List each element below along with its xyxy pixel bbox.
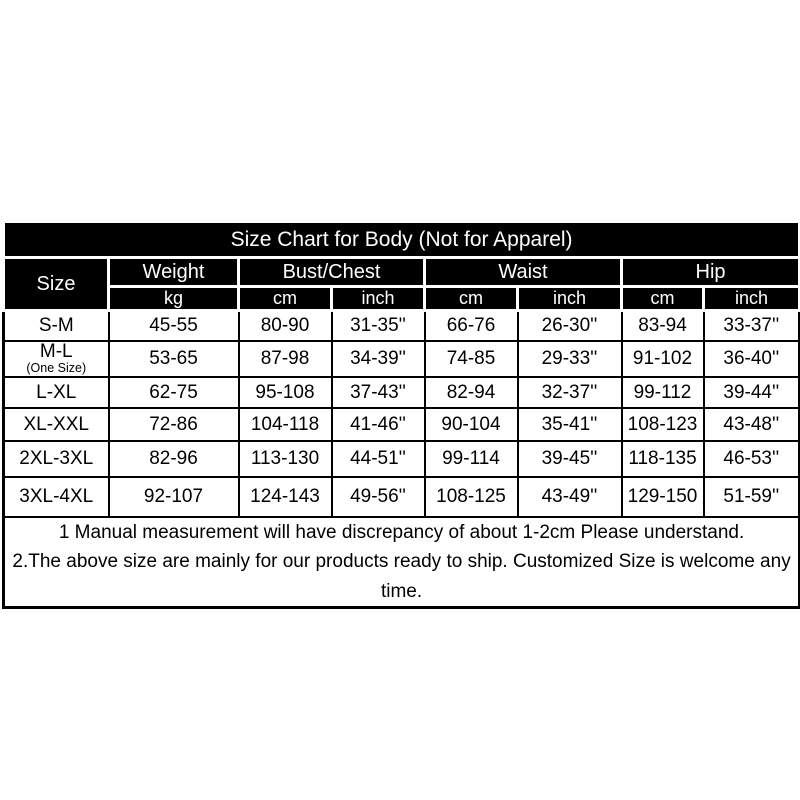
- cell-bust-cm: 87-98: [239, 341, 332, 377]
- cell-size: L-XL: [4, 377, 109, 408]
- cell-hip-inch: 33-37'': [704, 311, 800, 342]
- size-label: M-L: [39, 341, 73, 363]
- cell-hip-inch: 51-59'': [704, 477, 800, 517]
- cell-waist-cm: 108-125: [425, 477, 518, 517]
- unit-header-waist-inch: inch: [518, 287, 622, 311]
- cell-hip-inch: 39-44'': [704, 377, 800, 408]
- cell-bust-cm: 80-90: [239, 311, 332, 342]
- cell-size: [4, 341, 109, 377]
- cell-hip-inch: 43-48'': [704, 408, 800, 441]
- table-row: [4, 341, 800, 377]
- cell-hip-inch: 46-53'': [704, 441, 800, 477]
- cell-hip-inch: 36-40'': [704, 341, 800, 377]
- cell-bust-inch: 44-51'': [332, 441, 425, 477]
- note-customized-size: 2.The above size are mainly for our products ready to ship. Customized Size is welcome any time.: [12, 551, 791, 602]
- cell-hip-cm: 118-135: [622, 441, 704, 477]
- table-row: [4, 408, 800, 441]
- cell-bust-inch: 41-46'': [332, 408, 425, 441]
- cell-bust-cm: 113-130: [239, 441, 332, 477]
- cell-waist-cm: 74-85: [425, 341, 518, 377]
- cell-waist-inch: 39-45'': [518, 441, 622, 477]
- cell-bust-inch: 49-56'': [332, 477, 425, 517]
- cell-hip-cm: 129-150: [622, 477, 704, 517]
- notes-row: [4, 517, 800, 608]
- cell-hip-cm: 99-112: [622, 377, 704, 408]
- unit-header-hip-inch: inch: [704, 287, 800, 311]
- col-header-weight: Weight: [109, 258, 239, 287]
- title-row: [4, 222, 800, 258]
- cell-weight-kg: 62-75: [109, 377, 239, 408]
- cell-bust-inch: 34-39'': [332, 341, 425, 377]
- cell-weight-kg: 92-107: [109, 477, 239, 517]
- unit-header-hip-cm: cm: [622, 287, 704, 311]
- cell-size: 3XL-4XL: [4, 477, 109, 517]
- col-header-hip: Hip: [622, 258, 800, 287]
- cell-bust-cm: 95-108: [239, 377, 332, 408]
- cell-waist-inch: 35-41'': [518, 408, 622, 441]
- cell-waist-inch: 26-30'': [518, 311, 622, 342]
- col-header-bust-chest: Bust/Chest: [239, 258, 425, 287]
- cell-bust-inch: 31-35'': [332, 311, 425, 342]
- header-group-row: [4, 258, 800, 287]
- cell-weight-kg: 53-65: [109, 341, 239, 377]
- cell-waist-cm: 90-104: [425, 408, 518, 441]
- size-note: (One Size): [26, 361, 87, 376]
- cell-hip-cm: 91-102: [622, 341, 704, 377]
- cell-weight-kg: 82-96: [109, 441, 239, 477]
- cell-waist-cm: 82-94: [425, 377, 518, 408]
- cell-bust-cm: 104-118: [239, 408, 332, 441]
- unit-header-waist-cm: cm: [425, 287, 518, 311]
- cell-weight-kg: 45-55: [109, 311, 239, 342]
- unit-header-bust-cm: cm: [239, 287, 332, 311]
- cell-waist-cm: 99-114: [425, 441, 518, 477]
- table-row: [4, 477, 800, 517]
- notes-cell: [4, 517, 800, 608]
- cell-weight-kg: 72-86: [109, 408, 239, 441]
- cell-waist-inch: 43-49'': [518, 477, 622, 517]
- cell-hip-cm: 83-94: [622, 311, 704, 342]
- unit-header-weight-kg: kg: [109, 287, 239, 311]
- cell-size: S-M: [4, 311, 109, 342]
- cell-waist-inch: 29-33'': [518, 341, 622, 377]
- unit-header-bust-inch: inch: [332, 287, 425, 311]
- col-header-size: Size: [4, 258, 109, 311]
- cell-waist-inch: 32-37'': [518, 377, 622, 408]
- cell-size: 2XL-3XL: [4, 441, 109, 477]
- cell-waist-cm: 66-76: [425, 311, 518, 342]
- cell-bust-inch: 37-43'': [332, 377, 425, 408]
- note-measurement-discrepancy: 1 Manual measurement will have discrepancy of about 1-2cm Please understand.: [58, 522, 745, 543]
- header-units-row: [4, 287, 800, 311]
- size-chart-table: [2, 220, 800, 609]
- chart-title: Size Chart for Body (Not for Apparel): [4, 222, 800, 258]
- table-row: [4, 377, 800, 408]
- cell-hip-cm: 108-123: [622, 408, 704, 441]
- cell-bust-cm: 124-143: [239, 477, 332, 517]
- table-row: [4, 441, 800, 477]
- table-row: [4, 311, 800, 342]
- cell-size: XL-XXL: [4, 408, 109, 441]
- col-header-waist: Waist: [425, 258, 622, 287]
